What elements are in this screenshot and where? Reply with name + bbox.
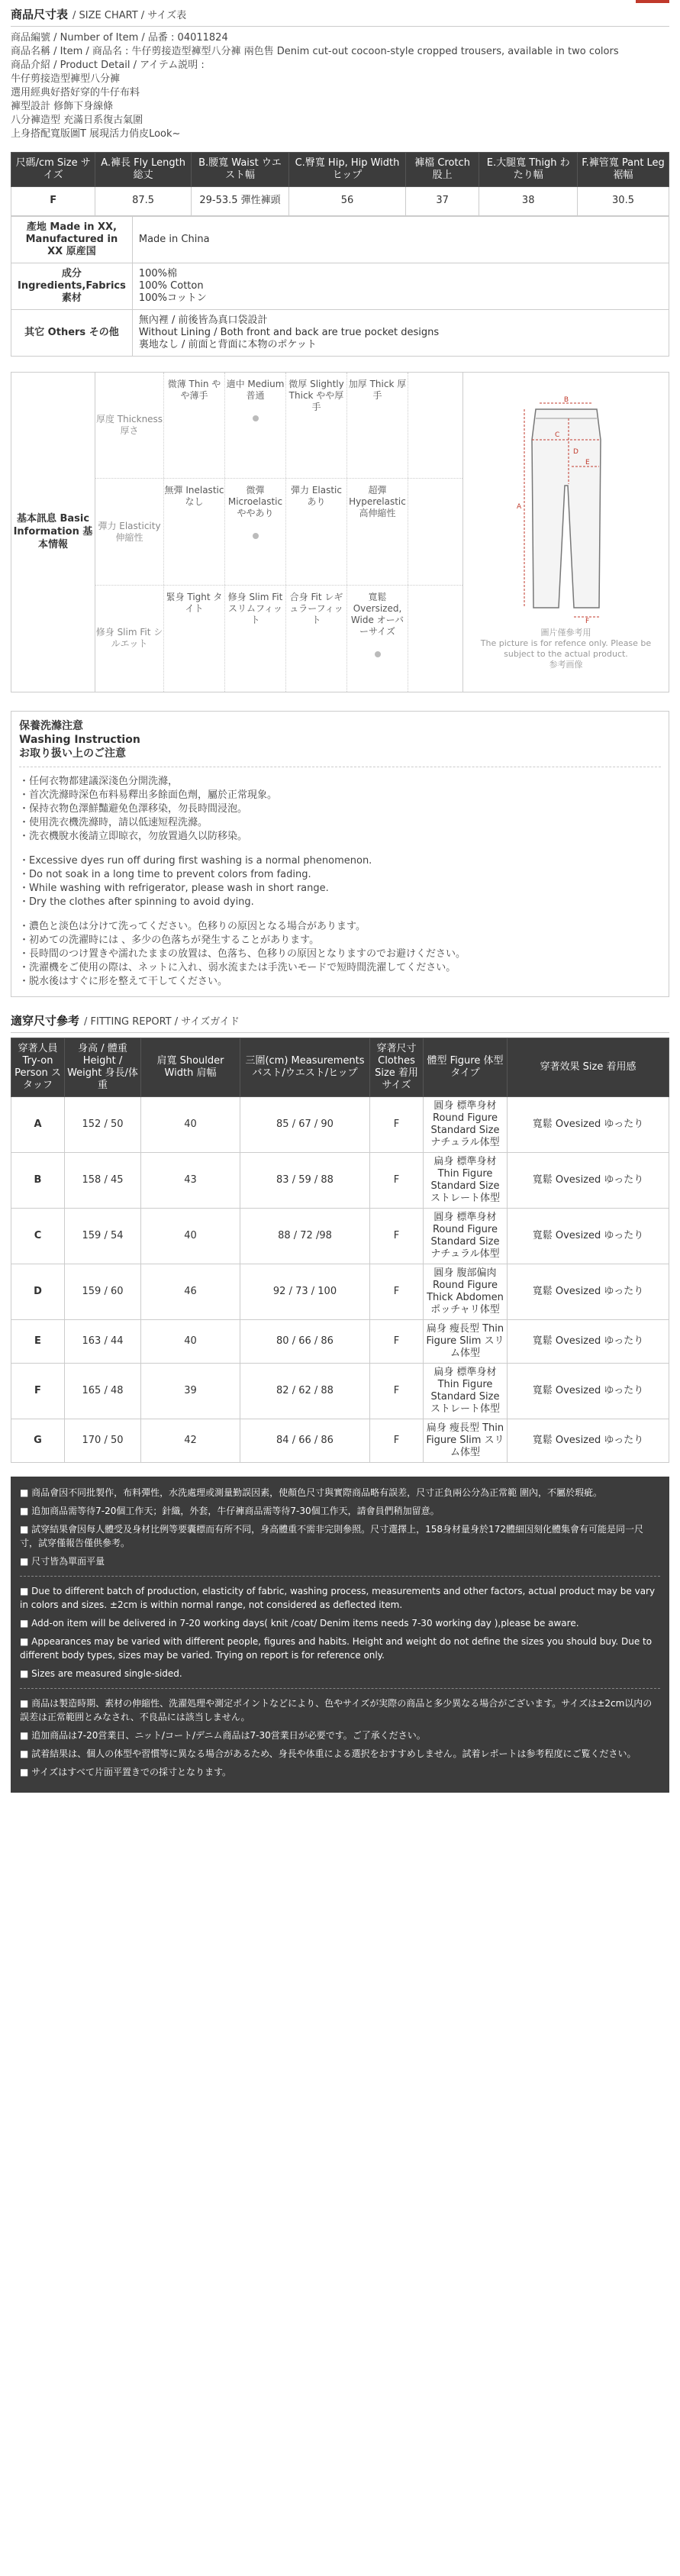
note-item: ■ 商品は製造時期、素材の伸縮性、洗濯処理や測定ポイントなどにより、色やサイズが実際の商品と多少異なる場合がございます。サイズは±2cm以内の誤差は正常範囲とみなされ、不良品には該当しません。 (20, 1697, 653, 1722)
note-item: ■ Appearances may be varied with different people, figures and habits. Height and weight do not define the sizes you should buy. Due to different body types, sizes may be varied. Trying on report is for reference only. (20, 1635, 653, 1661)
washing-instruction (11, 711, 669, 997)
fitting-cell: F (370, 1419, 424, 1462)
thickness-option (164, 373, 225, 479)
fitting-col-header: 體型 Figure 体型タイプ (424, 1038, 508, 1096)
fitting-cell: F (370, 1208, 424, 1264)
fitting-cell: 163 / 44 (65, 1319, 141, 1363)
fitting-cell: F (370, 1319, 424, 1363)
svg-text:B: B (563, 395, 569, 404)
fitting-col-header: 穿著尺寸 Clothes Size 着用サイズ (370, 1038, 424, 1096)
composition-row (11, 263, 669, 309)
fitting-cell: C (11, 1208, 65, 1264)
washing-line: ・使用洗衣機洗滌時，請以低速短程洗滌。 (19, 816, 208, 828)
fitting-cell: 扁身 瘦長型 Thin Figure Slim スリム体型 (424, 1419, 508, 1462)
fitting-cell: 扁身 瘦長型 Thin Figure Slim スリム体型 (424, 1319, 508, 1363)
table-row (11, 186, 669, 215)
size-col-header: E.大腿寬 Thigh わたり幅 (479, 152, 578, 186)
fitting-cell: 寬鬆 Ovesized ゆったり (508, 1264, 669, 1319)
fitting-title-cn: 適穿尺寸參考 (11, 1013, 80, 1028)
fitting-cell: 42 (141, 1419, 240, 1462)
table-row (11, 1208, 669, 1264)
elasticity-row (95, 479, 462, 586)
others-value: Without Lining / Both front and back are true pocket designs (138, 326, 440, 338)
fitting-cell: 84 / 66 / 86 (240, 1419, 370, 1462)
svg-text:D: D (572, 447, 578, 456)
washing-line: ・濃色と淡色は分けて洗ってください。色移りの原因となる場合があります。 (19, 920, 366, 932)
elasticity-option (286, 479, 347, 585)
others-value: 無內裡 / 前後皆為真口袋設計 (138, 314, 268, 326)
elasticity-option (225, 479, 286, 585)
fitting-cell: 圓身 標準身材 Round Figure Standard Size ナチュラル体型 (424, 1096, 508, 1152)
product-detail-line: 褲型設計 修飾下身線條 (11, 100, 114, 112)
option-label: 超彈 Hyperelastic 高伸縮性 (349, 485, 406, 519)
size-cell: 87.5 (95, 186, 192, 215)
size-cell: 56 (289, 186, 406, 215)
thickness-option (225, 373, 286, 479)
fitting-cell: F (370, 1363, 424, 1419)
composition-label: 成分 Ingredients,Fabrics 素材 (11, 263, 133, 309)
composition-value: 100%棉 (138, 267, 178, 279)
notes-panel (11, 1477, 669, 1793)
product-detail-line: 上身搭配寬版圖T 展現活力俏皮Look~ (11, 128, 181, 140)
option-label: 微彈 Microelastic ややあり (227, 485, 283, 519)
thickness-header: 厚度 Thickness 厚さ (95, 373, 164, 479)
note-item: ■ 追加商品は7-20営業日、ニット/コート/デニム商品は7-30営業日が必要です。ご了承ください。 (20, 1729, 426, 1741)
fitting-cell: 39 (141, 1363, 240, 1419)
composition-value: 100% Cotton (138, 279, 204, 292)
fitting-cell: 152 / 50 (65, 1096, 141, 1152)
fitting-cell: 寬鬆 Ovesized ゆったり (508, 1419, 669, 1462)
elasticity-header: 彈力 Elasticity 伸縮性 (95, 479, 164, 585)
composition-value: 100%コットン (138, 292, 207, 304)
fitting-header-row (11, 1038, 669, 1096)
fitting-cell: 圓身 腹部偏肉 Round Figure Thick Abdomen ポッチャリ体型 (424, 1264, 508, 1319)
option-label: 微薄 Thin やや薄手 (167, 378, 221, 401)
fitting-cell: 寬鬆 Ovesized ゆったり (508, 1319, 669, 1363)
option-label: 彈力 Elastic あり (291, 485, 342, 508)
product-detail-line: 選用經典好搭好穿的牛仔布料 (11, 86, 140, 98)
option-label: 修身 Slim Fit スリムフィット (227, 592, 283, 626)
diagram-caption (471, 628, 661, 670)
washing-line: ・Do not soak in a long time to prevent colors from fading. (19, 868, 311, 880)
washing-title (19, 719, 661, 767)
washing-line: ・任何衣物都建議深淺色分開洗滌， (19, 775, 179, 787)
fitting-cell: 寬鬆 Ovesized ゆったり (508, 1152, 669, 1208)
fitting-cell: 扁身 標準身材 Thin Figure Standard Size ストレート体型 (424, 1152, 508, 1208)
fitting-cell: 159 / 60 (65, 1264, 141, 1319)
caption-line: 参考画像 (549, 659, 583, 670)
others-value: 裏地なし / 前面と背面に本物のポケット (138, 338, 317, 350)
fitting-cell: 寬鬆 Ovesized ゆったり (508, 1208, 669, 1264)
fitting-col-header: 三圍(cm) Measurements バスト/ウエスト/ヒップ (240, 1038, 370, 1096)
option-label: 合身 Fit レギュラーフィット (289, 592, 343, 626)
fitting-cell: F (370, 1152, 424, 1208)
fitting-col-header: 穿著人員 Try-on Person スタッフ (11, 1038, 65, 1096)
fitting-cell: F (370, 1096, 424, 1152)
note-item: ■ 追加商品需等待7-20個工作天；針織，外套，牛仔褲商品需等待7-30個工作天，請會員們稍加留意。 (20, 1505, 440, 1516)
svg-text:A: A (516, 502, 521, 511)
product-detail-line: 八分褲造型 充滿日系復古氣圍 (11, 114, 143, 126)
size-cell: 30.5 (578, 186, 669, 215)
fitting-cell: 85 / 67 / 90 (240, 1096, 370, 1152)
fitting-cell: 165 / 48 (65, 1363, 141, 1419)
size-table (11, 152, 669, 216)
option-label: 適中 Medium 普通 (226, 378, 285, 401)
others-values (132, 309, 669, 356)
product-info (11, 31, 669, 141)
washing-line: ・While washing with refrigerator, please wash in short range. (19, 882, 329, 894)
fitting-col-header: 肩寬 Shoulder Width 肩幅 (141, 1038, 240, 1096)
table-row (11, 1096, 669, 1152)
fitting-col-header: 身高 / 體重 Height / Weight 身長/体重 (65, 1038, 141, 1096)
size-cell: 29-53.5 彈性褲頭 (191, 186, 288, 215)
washing-line: ・保持衣物色澤鮮豔避免色澤移染，勿長時間浸泡。 (19, 802, 248, 815)
fit-option (286, 586, 347, 692)
washing-line: ・脱水後はすぐに形を整えて干してください。 (19, 975, 228, 987)
note-item: ■ 尺寸皆為單面平量 (20, 1555, 105, 1567)
fitting-cell: B (11, 1152, 65, 1208)
origin-label: 產地 Made in XX, Manufactured in XX 原産国 (11, 216, 133, 263)
basic-info-label: 基本訊息 Basic Information 基本情報 (11, 373, 95, 692)
option-label: 加厚 Thick 厚手 (348, 378, 407, 401)
selected-dot-icon (253, 533, 259, 539)
note-item: ■ サイズはすべて片面平置きでの採寸となります。 (20, 1766, 231, 1777)
washing-line: ・首次洗滌時深色布料易釋出多餘面色劑，屬於正常現象。 (19, 789, 278, 801)
fitting-cell: F (11, 1363, 65, 1419)
note-item: ■ 試着結果は、個人の体型や習慣等に異なる場合があるため、身長や体重による選択をおすすめしません。試着レポートは参考程度にご覧ください。 (20, 1748, 636, 1759)
fitting-cell: G (11, 1419, 65, 1462)
size-chart-title-en: / SIZE CHART / サイズ表 (73, 10, 187, 21)
caption-line: 圖片僅參考用 (540, 627, 591, 638)
washing-title-line: Washing Instruction (19, 733, 140, 746)
fitting-cell: 寬鬆 Ovesized ゆったり (508, 1363, 669, 1419)
product-name: 商品名稱 / Item / 商品名 : 牛仔剪接造型褲型八分褲 兩色售 Denim cut-out cocoon-style cropped trousers, available in two colors (11, 45, 619, 57)
fitting-cell: 寬鬆 Ovesized ゆったり (508, 1096, 669, 1152)
fitting-cell: 82 / 62 / 88 (240, 1363, 370, 1419)
option-label: 微厚 Slightly Thick やや厚手 (288, 378, 344, 412)
size-table-header-row (11, 152, 669, 186)
basic-info-grid (95, 373, 462, 692)
fitting-cell: 80 / 66 / 86 (240, 1319, 370, 1363)
fitting-cell: 40 (141, 1208, 240, 1264)
fitting-cell: 圓身 標準身材 Round Figure Standard Size ナチュラル体型 (424, 1208, 508, 1264)
table-row (11, 1264, 669, 1319)
size-col-header: 尺碼/cm Size サイズ (11, 152, 95, 186)
others-label: 其它 Others その他 (11, 309, 133, 356)
note-item: ■ Due to different batch of production, elasticity of fabric, washing process, measurements and other factors, actual product may be vary in colors and sizes. ±2cm is within normal range, not considered as deflected item. (20, 1585, 656, 1610)
washing-line: ・Excessive dyes run off during first washing is a normal phenomenon. (19, 854, 372, 867)
product-meta-table (11, 216, 669, 357)
fitting-cell: 40 (141, 1319, 240, 1363)
fitting-cell: 170 / 50 (65, 1419, 141, 1462)
selected-dot-icon (375, 651, 381, 657)
fitting-title-en: / FITTING REPORT / サイズガイド (84, 1015, 240, 1028)
table-row (11, 1152, 669, 1208)
fitting-cell: 158 / 45 (65, 1152, 141, 1208)
trousers-diagram-icon (509, 394, 624, 623)
caption-line: The picture is for refence only. Please be subject to the actual product. (480, 638, 652, 659)
svg-text:F: F (585, 617, 589, 623)
size-cell: F (11, 186, 95, 215)
size-col-header: F.褲管寬 Pant Leg 裾幅 (578, 152, 669, 186)
size-col-header: A.褲長 Fly Length 総丈 (95, 152, 192, 186)
washing-line: ・Dry the clothes after spinning to avoid dying. (19, 896, 254, 908)
table-row (11, 1363, 669, 1419)
fitting-cell: D (11, 1264, 65, 1319)
note-item: ■ 商品會因不同批製作，布料彈性，水洗處理或測量勤誤因素，使顏色尺寸與實際商品略有誤差，尺寸正負兩公分為正常範 圍內，不屬於瑕疵。 (20, 1487, 602, 1498)
size-cell: 38 (479, 186, 578, 215)
fitting-table (11, 1038, 669, 1463)
selected-dot-icon (253, 415, 259, 421)
product-number: 商品編號 / Number of Item / 品番 : 04011824 (11, 31, 228, 44)
washing-line: ・洗衣機脫水後請立即晾衣，勿放置過久以防移染。 (19, 830, 248, 842)
washing-line: ・長時間のつけ置きや濡れたままの放置は、色落ち、色移りの原因となりますのでお避けください。 (19, 947, 466, 960)
fitting-cell: 92 / 73 / 100 (240, 1264, 370, 1319)
fitting-body (11, 1096, 669, 1462)
fitting-cell: E (11, 1319, 65, 1363)
accent-bar (636, 0, 669, 3)
origin-row (11, 216, 669, 263)
elasticity-option (347, 479, 408, 585)
composition-values (132, 263, 669, 309)
note-item: ■ Add-on item will be delivered in 7-20 working days( knit /coat/ Denim items needs 7-30 working day ),please be aware. (20, 1617, 579, 1629)
fitting-cell: 83 / 59 / 88 (240, 1152, 370, 1208)
fit-option (164, 586, 225, 692)
fitting-cell: 43 (141, 1152, 240, 1208)
fitting-cell: 40 (141, 1096, 240, 1152)
fit-row (95, 586, 462, 692)
size-col-header: 褲檔 Crotch 股上 (405, 152, 479, 186)
option-label: 寬鬆 Oversized, Wide オーバーサイズ (350, 592, 404, 638)
fitting-cell: 159 / 54 (65, 1208, 141, 1264)
svg-text:C: C (554, 431, 559, 439)
option-label: 無彈 Inelastic なし (164, 485, 224, 508)
fitting-cell: 88 / 72 /98 (240, 1208, 370, 1264)
trousers-diagram (462, 373, 669, 692)
thickness-row (95, 373, 462, 479)
fitting-col-header: 穿著效果 Size 着用感 (508, 1038, 669, 1096)
thickness-option (347, 373, 408, 479)
fit-option (347, 586, 408, 692)
fitting-cell: 扁身 標準身材 Thin Figure Standard Size ストレート体型 (424, 1363, 508, 1419)
washing-title-line: 保養洗滌注意 (19, 719, 83, 732)
size-chart-heading (11, 8, 669, 27)
fitting-cell: 46 (141, 1264, 240, 1319)
basic-info-panel (11, 372, 669, 692)
product-detail-lines (11, 73, 669, 141)
thickness-option (286, 373, 347, 479)
washing-line: ・初めての洗濯時には 、多少の色落ちが発生することがあります。 (19, 934, 320, 946)
option-label: 緊身 Tight タイト (166, 592, 223, 615)
product-detail-label: 商品介紹 / Product Detail / アイテム説明 : (11, 59, 205, 71)
washing-title-line: お取り扱い上のご注意 (19, 747, 126, 760)
elasticity-option (164, 479, 225, 585)
fitting-heading (11, 1014, 669, 1033)
size-chart-title-cn: 商品尺寸表 (11, 8, 69, 21)
size-col-header: C.臀寬 Hip, Hip Width ヒップ (289, 152, 406, 186)
fitting-cell: A (11, 1096, 65, 1152)
origin-value: Made in China (132, 216, 669, 263)
size-col-header: B.腰寬 Waist ウエスト幅 (191, 152, 288, 186)
table-row (11, 1419, 669, 1462)
washing-line: ・洗濯機をご使用の際は、ネットに入れ、弱水流または手洗いモードで短時間洗濯してください。 (19, 961, 456, 973)
note-item: ■ Sizes are measured single-sided. (20, 1667, 182, 1679)
others-row (11, 309, 669, 356)
note-item: ■ 試穿結果會因每人體受及身材比例等要囊標而有所不同，身高體重不需非完則參照。尺寸選擇上，158身材量身於172體細因刻化體集會有可能是同一尺寸，試穿僅報告僅供參考。 (20, 1523, 643, 1548)
fit-header: 修身 Slim Fit シルエット (95, 586, 164, 692)
product-detail-line: 牛仔剪接造型褲型八分褲 (11, 73, 121, 85)
fit-option (225, 586, 286, 692)
fitting-cell: F (370, 1264, 424, 1319)
size-cell: 37 (405, 186, 479, 215)
svg-text:E: E (585, 458, 590, 466)
table-row (11, 1319, 669, 1363)
